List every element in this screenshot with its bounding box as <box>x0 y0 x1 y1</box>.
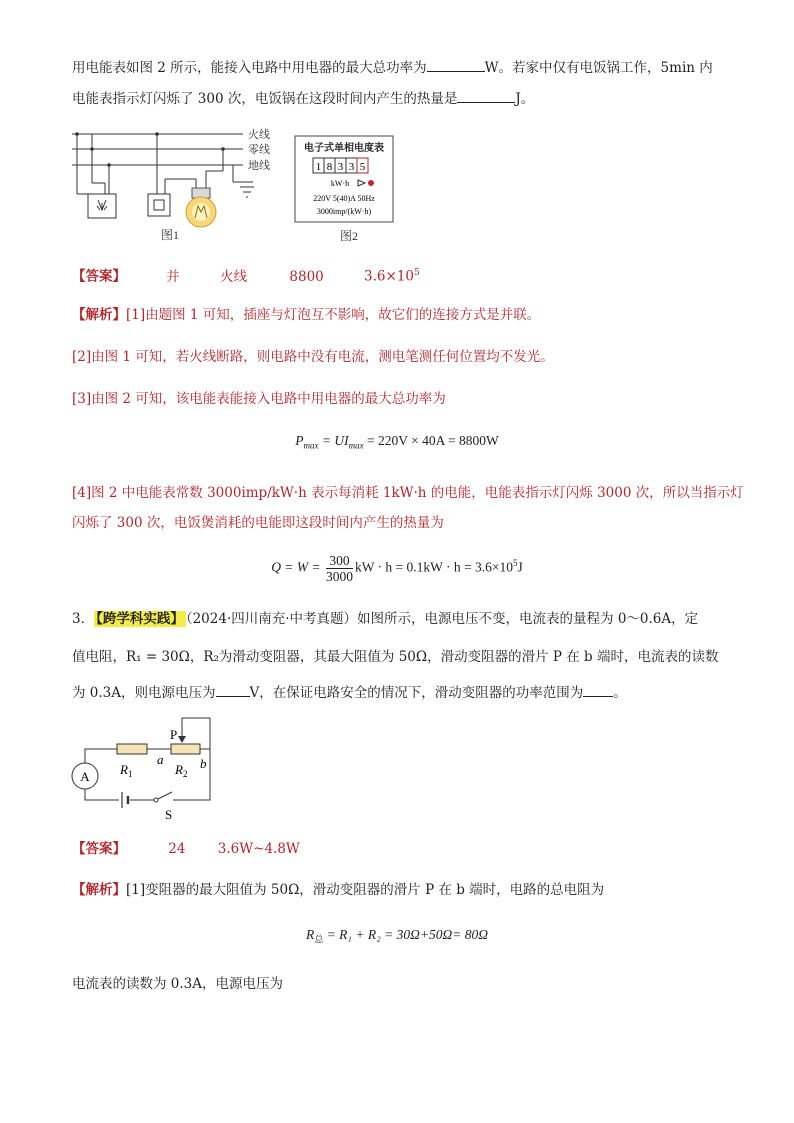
meter-constant: 3000imp/(kW·h) <box>316 207 372 216</box>
analysis-2-p1: 【解析】[1]由题图 1 可知，插座与灯泡互不影响，故它们的连接方式是并联。 <box>72 307 541 323</box>
question-3-line-2: 值电阻，R₁ = 30Ω，R₂为滑动变阻器，其最大阻值为 50Ω，滑动变阻器的滑片 P 在 b 端时，电流表的读数 <box>72 649 719 665</box>
meter-spec: 220V 5(40)A 50Hz <box>313 194 375 203</box>
answer-2: 【答案】 并 火线 8800 $3.6\times 10^5$ <box>72 264 420 286</box>
equation-heat: Q = W = $\frac{300}{3000}$ kW · $h = 0.1kW \cdot h = 3.6\times 10^5J$ <box>271 553 523 584</box>
meter-digits <box>313 158 368 173</box>
switch-label: S <box>165 807 173 822</box>
answer-item: $3.6\times 10^5$ <box>364 268 420 285</box>
fraction: $\frac{300}{3000}$ <box>325 553 353 584</box>
answer-item: 24 <box>168 841 186 857</box>
meter-digit: 1 <box>315 161 322 173</box>
answer-item: 8800 <box>289 268 324 285</box>
meter-digit: 5 <box>359 161 366 173</box>
circuit-diagram <box>70 716 220 824</box>
equation-total-resistance: $R_总 = R_1 + R_2 = 30\Omega+50\Omega= 80\Omega$ <box>305 927 489 945</box>
analysis-2-p4-line-2: 闪烁了 300 次，电饭煲消耗的电能即这段时间内产生的热量为 <box>72 515 444 531</box>
figure-1-wiring <box>68 126 283 244</box>
switch-icon <box>158 792 172 799</box>
r1-label: $R_1$ <box>120 762 133 779</box>
analysis-2-p3: [3]由图 2 可知，该电能表能接入电路中用电器的最大总功率为 <box>72 391 446 407</box>
analysis-3-p2: 电流表的读数为 0.3A，电源电压为 <box>72 976 284 992</box>
question-2-line-2: 电能表指示灯闪烁了 300 次，电饭锅在这段时间内产生的热量是 J。 <box>72 91 535 107</box>
answer-blank <box>216 683 250 697</box>
meter-digit: 3 <box>348 161 355 173</box>
slider-label: P <box>170 727 178 742</box>
answer-blank <box>583 683 613 697</box>
answer-3: 【答案】 24 3.6W~4.8W <box>72 841 300 857</box>
subject-badge: 【跨学科实践】 <box>96 611 184 627</box>
answer-item: 3.6W~4.8W <box>217 841 300 857</box>
meter-title: 电子式单相电度表 <box>304 143 384 154</box>
rheostat-r2 <box>171 744 200 754</box>
wire-fire-label: 火线 <box>248 129 270 141</box>
meter-unit: kW·h <box>330 179 350 188</box>
r2-label: $R_2$ <box>175 762 188 779</box>
question-3-line-1: 3． 【跨学科实践】 （2024·四川南充·中考真题）如图所示，电源电压不变，电流表的量程为 0～0.6A，定 <box>72 611 699 627</box>
question-3-line-3: 为 0.3A，则电源电压为 V，在保证电路安全的情况下，滑动变阻器的功率范围为 。 <box>72 685 627 701</box>
end-b-label: b <box>200 756 207 771</box>
analysis-3-p1: 【解析】[1]变阻器的最大阻值为 50Ω，滑动变阻器的滑片 P 在 b 端时，电路的总电阻为 <box>72 882 605 898</box>
wire-neutral-label: 零线 <box>248 144 270 156</box>
ammeter-label: A <box>80 769 90 784</box>
meter-digit: 3 <box>337 161 344 173</box>
wire-ground-label: 地线 <box>248 160 270 172</box>
analysis-2-p4-line-1: [4]图 2 中电能表常数 3000imp/kW·h 表示每消耗 1kW·h 的电能，电能表指示灯闪烁 3000 次，所以当指示灯 <box>72 485 744 501</box>
figure-1-caption: 图1 <box>161 228 180 242</box>
answer-item: 火线 <box>220 268 248 285</box>
figure-2-caption: 图2 <box>340 229 359 243</box>
analysis-2-p2: [2]由图 1 可知，若火线断路，则电路中没有电流，测电笔测任何位置均不发光。 <box>72 349 554 365</box>
question-2-line-1: 用电能表如图 2 所示，能接入电路中用电器的最大总功率为 W。若家中仅有电饭锅工作，5min 内 <box>72 60 713 76</box>
answer-blank <box>457 89 515 103</box>
answer-blank <box>427 58 485 72</box>
resistor-r1 <box>117 744 147 754</box>
figure-2-meter <box>292 134 397 246</box>
meter-digit: 8 <box>326 161 333 173</box>
indicator-light-icon <box>368 180 374 186</box>
answer-item: 并 <box>166 268 180 285</box>
equation-max-power: $P_{max} = UI_{max} = 220V \times 40A = 8800W$ <box>295 433 499 451</box>
end-a-label: a <box>157 752 164 767</box>
